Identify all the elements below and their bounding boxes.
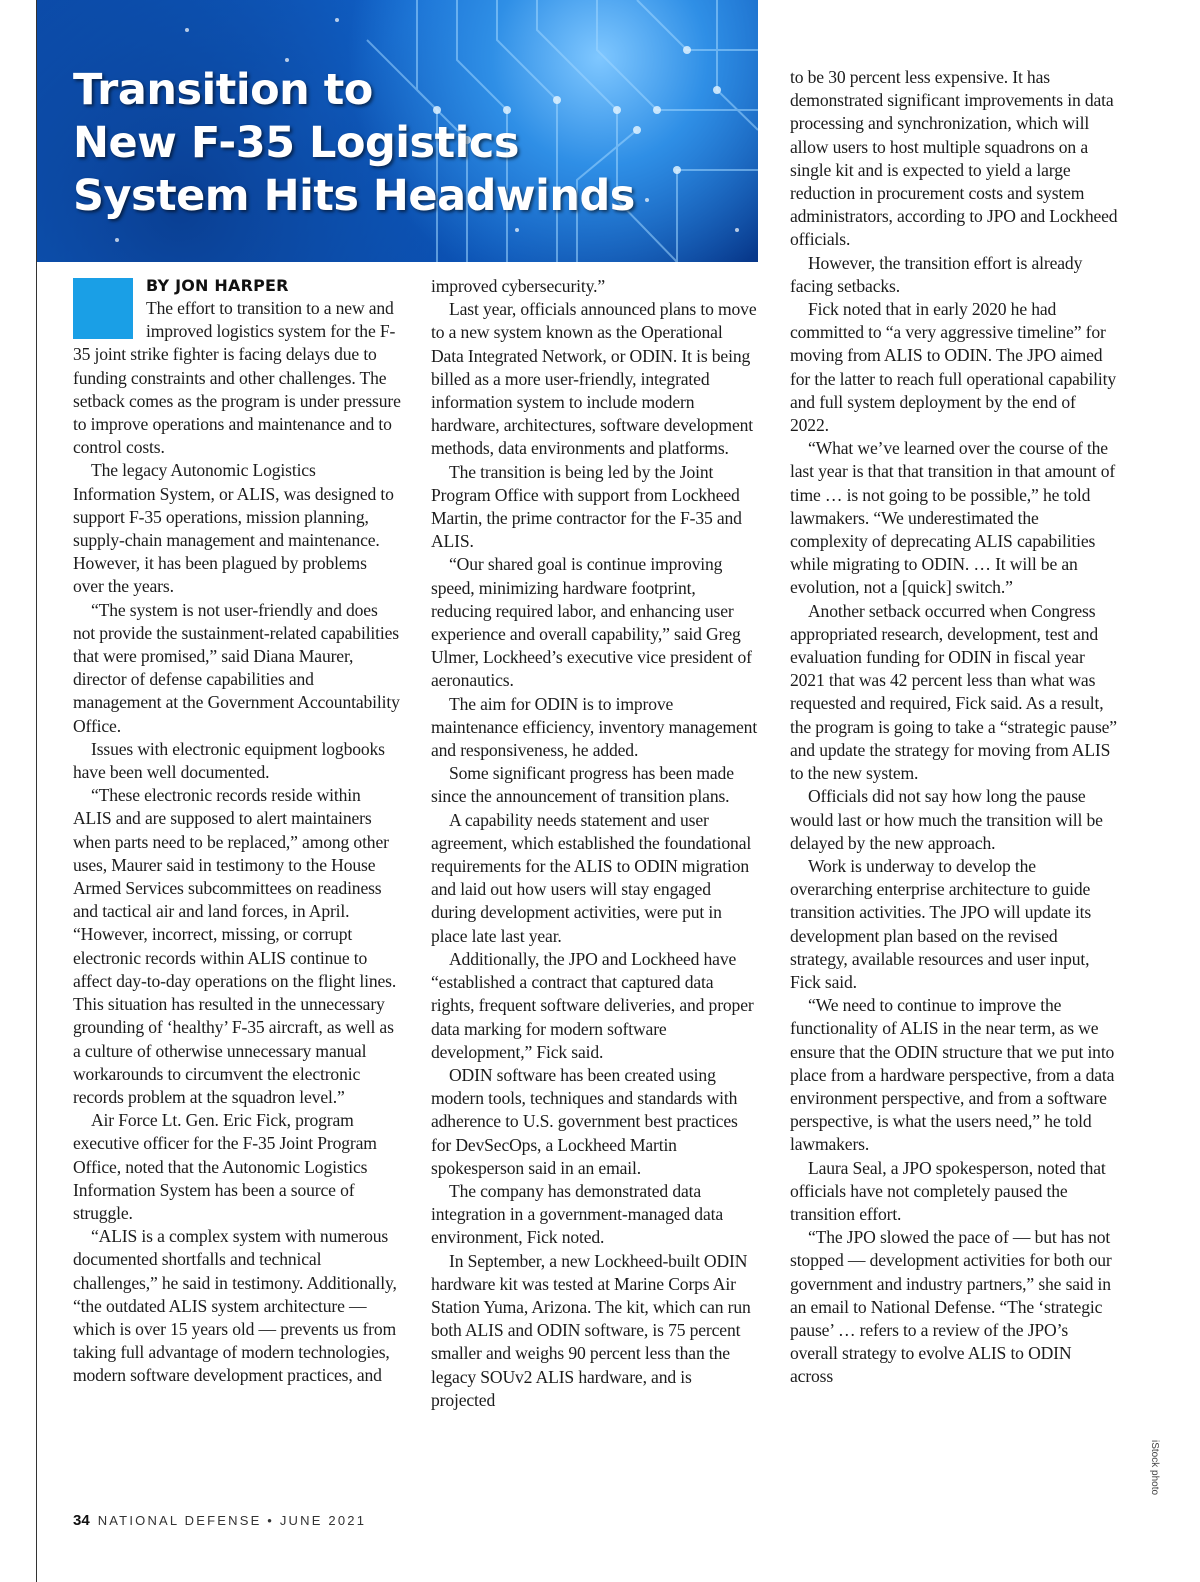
paragraph: Last year, officials announced plans to move to a new system known as the Operational Data Integrated Network, or ODIN. It is being billed as a more user-friendly, integrated information system to include modern hardware, architectures, software development methods, data environments and platforms. xyxy=(431,299,757,459)
paragraph: In September, a new Lockheed-built ODIN hardware kit was tested at Marine Corps Air Station Yuma, Arizona. The kit, which can run both ALIS and ODIN software, is 75 percent smaller and weighs 90 percent less than the legacy SOUv2 ALIS hardware, and is projected xyxy=(431,1250,751,1410)
paragraph: A capability needs statement and user agreement, which established the foundational requirements for the ALIS to ODIN migration and laid out how users will stay engaged during development activities, were put in place late last year. xyxy=(431,809,752,946)
paragraph: Officials did not say how long the pause would last or how much the transition will be delayed by the new approach. xyxy=(790,786,1103,853)
paragraph: improved cybersecurity.” xyxy=(431,276,606,296)
headline-line: System Hits Headwinds xyxy=(73,171,635,221)
paragraph: “ALIS is a complex system with numerous documented shortfalls and technical challenges,” he said in testimony. Additionally, “the outdated ALIS system architecture — which is over 15 years old — prevents us from taking full advantage of modern technologies, modern software development practices, and xyxy=(73,1226,397,1386)
paragraph: “Our shared goal is continue improving speed, minimizing hardware footprint, reducing required labor, and enhancing user experience and overall capability,” said Greg Ulmer, Lockheed’s executive vice president of aeronautics. xyxy=(431,554,752,691)
article-column-2 xyxy=(431,275,759,1412)
paragraph: The legacy Autonomic Logistics Information System, or ALIS, was designed to support F-35 operations, mission planning, supply-chain management and maintenance. However, it has been plagued by problems over the years. xyxy=(73,460,394,597)
paragraph: Laura Seal, a JPO spokesperson, noted that officials have not completely paused the transition effort. xyxy=(790,1157,1106,1224)
paragraph: ODIN software has been created using modern tools, techniques and standards with adherence to U.S. government best practices for DevSecOps, a Lockheed Martin spokesperson said in an email. xyxy=(431,1064,738,1178)
paragraph: The aim for ODIN is to improve maintenance efficiency, inventory management and responsiveness, he added. xyxy=(431,693,758,761)
article-column-3 xyxy=(790,66,1118,1389)
paragraph: Work is underway to develop the overarching enterprise architecture to guide transition activities. The JPO will update its development plan based on the revised strategy, available resources and user input, Fick said. xyxy=(790,855,1092,992)
publication-line: NATIONAL DEFENSE • JUNE 2021 xyxy=(97,1513,367,1528)
paragraph: However, the transition effort is already facing setbacks. xyxy=(790,252,1083,296)
paragraph: “The JPO slowed the pace of — but has not stopped — development activities for both our government and industry partners,” she said in an email to National Defense. “The ‘strategic pause’ … refers to a review of the JPO’s overall strategy to evolve ALIS to ODIN across xyxy=(790,1227,1112,1387)
page-number: 34 xyxy=(73,1512,90,1529)
paragraph: The effort to transition to a new and improved logistics system for the F-35 joint strike fighter is facing delays due to funding constraints and other challenges. The setback comes as the program is under pressure to improve operations and maintenance and to control costs. xyxy=(73,298,401,458)
paragraph: Fick noted that in early 2020 he had committed to “a very aggressive timeline” for moving from ALIS to ODIN. The JPO aimed for the latter to reach full operational capability and full system deployment by the end of 2022. xyxy=(790,299,1116,436)
byline: BY JON HARPER xyxy=(146,276,289,295)
photo-credit: iStock photo xyxy=(1149,1440,1160,1496)
paragraph: Issues with electronic equipment logbooks have been well documented. xyxy=(73,738,385,783)
paragraph: Another setback occurred when Congress appropriated research, development, test and evaluation funding for ODIN in fiscal year 2021 that was 42 percent less than what was requested and required, Fick said. As a result, the program is going to take a “strategic pause” and update the strategy for moving from ALIS to the new system. xyxy=(790,600,1117,784)
paragraph: to be 30 percent less expensive. It has demonstrated significant improvements in data processing and synchronization, which will allow users to host multiple squadrons on a single kit and is expected to yield a large reduction in procurement costs and system administrators, according to JPO and Lockheed officials. xyxy=(790,67,1118,250)
paragraph: “These electronic records reside within ALIS and are supposed to alert maintainers when parts need to be replaced,” among other uses, Maurer said in testimony to the House Armed Services subcommittees on readiness and tactical air and land forces, in April. “However, incorrect, missing, or corrupt electronic records within ALIS continue to affect day-to-day operations on the flight lines. This situation has resulted in the unnecessary grounding of ‘healthy’ F-35 aircraft, as well as a culture of otherwise unnecessary manual workarounds to circumvent the electronic records problem at the squadron level.” xyxy=(73,785,397,1107)
headline-line: Transition to xyxy=(73,65,373,115)
paragraph: Additionally, the JPO and Lockheed have “established a contract that captured data rights, frequent software deliveries, and proper data marking for modern software development,” Fick said. xyxy=(431,948,754,1062)
page-footer xyxy=(73,1512,366,1529)
paragraph: Some significant progress has been made since the announcement of transition plans. xyxy=(431,763,734,807)
paragraph: “What we’ve learned over the course of the last year is that that transition in that amount of time … is not going to be possible,” he told lawmakers. “We underestimated the complexity of deprecating ALIS capabilities while migrating to ODIN. … It will be an evolution, not a [quick] switch.” xyxy=(790,438,1116,598)
paragraph: Air Force Lt. Gen. Eric Fick, program executive officer for the F-35 Joint Program Office, noted that the Autonomic Logistics Information System has been a source of struggle. xyxy=(73,1110,377,1223)
hero-image xyxy=(37,0,758,262)
drop-cap-block xyxy=(73,278,133,339)
paragraph: The transition is being led by the Joint Program Office with support from Lockheed Martin, the prime contractor for the F-35 and ALIS. xyxy=(431,461,742,552)
paragraph: “We need to continue to improve the functionality of ALIS in the near term, as we ensure that the ODIN structure that we put into place from a hardware perspective, from a data environment perspective, and from a software perspective, is what the users need,” he told lawmakers. xyxy=(790,995,1115,1155)
headline-line: New F-35 Logistics xyxy=(73,118,519,168)
paragraph: “The system is not user-friendly and does not provide the sustainment-related capabilities that were promised,” said Diana Maurer, director of defense capabilities and management at the Government Accountability Office. xyxy=(73,599,400,736)
paragraph: The company has demonstrated data integration in a government-managed data environment, Fick noted. xyxy=(431,1180,724,1248)
article-headline xyxy=(73,64,713,223)
article-column-1 xyxy=(73,275,401,1388)
